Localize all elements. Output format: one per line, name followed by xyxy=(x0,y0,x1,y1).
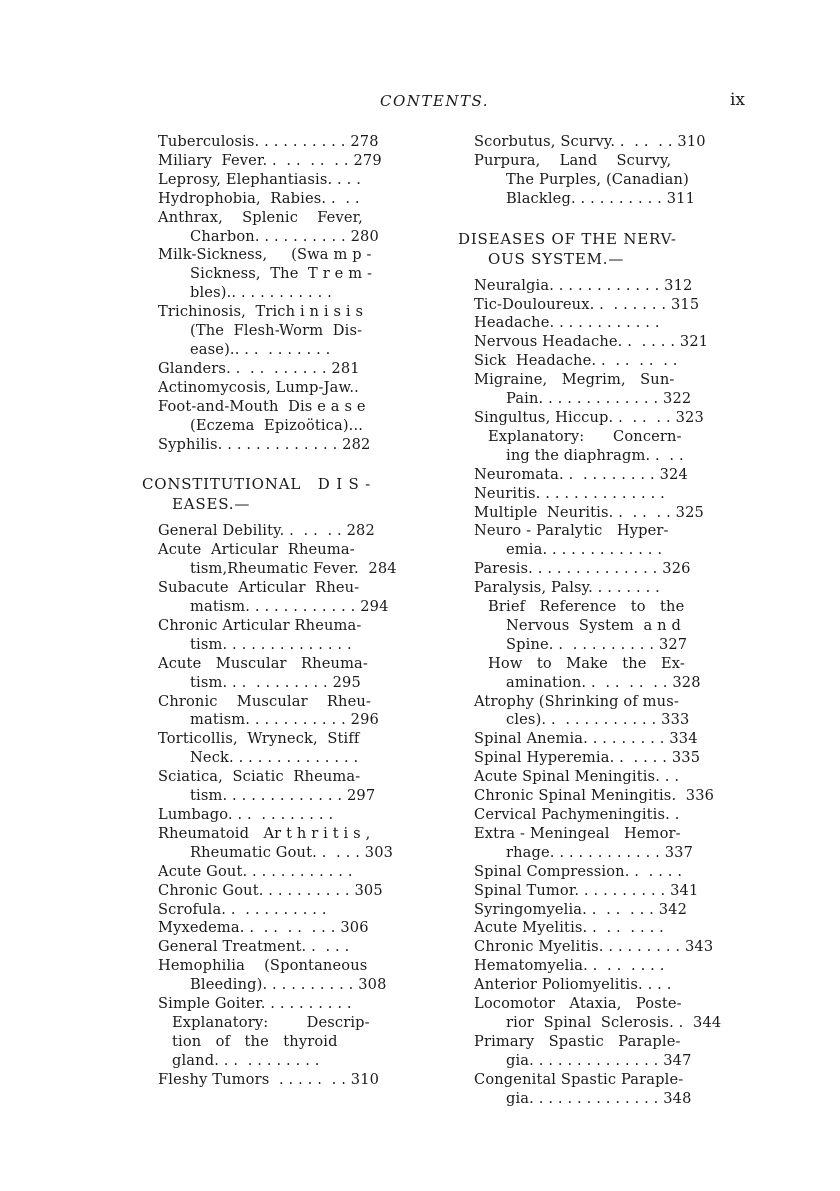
toc-entry: ing the diaphragm. . . . xyxy=(506,446,684,464)
toc-entry: bles).. . . . . . . . . . . xyxy=(190,284,332,302)
toc-entry: Chronic Articular Rheuma- xyxy=(158,616,362,634)
toc-entry: Neck. . . . . . . . . . . . . . xyxy=(190,749,359,767)
toc-entry: General Treatment. . . . . xyxy=(158,938,350,956)
toc-entry: Hemophilia (Spontaneous xyxy=(158,957,368,975)
toc-entry: Fleshy Tumors . . . . . . . 310 xyxy=(158,1070,380,1088)
toc-entry: Primary Spastic Paraple- xyxy=(474,1032,681,1050)
toc-entry: (The Flesh-Worm Dis- xyxy=(190,322,363,340)
toc-entry: Singultus, Hiccup. . . . . . 323 xyxy=(474,408,704,426)
toc-entry: General Debility. . . . . . 282 xyxy=(158,522,375,540)
contents-column-left xyxy=(142,133,432,1090)
toc-entry: Blackleg. . . . . . . . . . 311 xyxy=(506,189,696,207)
section-heading: DISEASES OF THE NERV- xyxy=(458,229,677,248)
toc-entry: matism. . . . . . . . . . . 296 xyxy=(190,711,379,729)
toc-entry: Actinomycosis, Lump-Jaw.. xyxy=(158,378,359,396)
toc-entry: Torticollis, Wryneck, Stiff xyxy=(158,730,360,748)
toc-entry: Hydrophobia, Rabies. . . . xyxy=(158,189,360,207)
toc-entry: Charbon. . . . . . . . . . 280 xyxy=(190,227,379,245)
toc-entry: Trichinosis, Trich i n i s i s xyxy=(158,303,364,321)
toc-entry: Leprosy, Elephantiasis. . . . xyxy=(158,170,362,188)
section-spacer xyxy=(142,454,432,474)
page-number: ix xyxy=(730,90,746,110)
toc-entry: Migraine, Megrim, Sun- xyxy=(474,371,675,389)
toc-entry: Nervous Headache. . . . . . 321 xyxy=(474,333,709,351)
toc-entry: Paralysis, Palsy. . . . . . . . xyxy=(474,579,660,597)
toc-entry: Chronic Spinal Meningitis. 336 xyxy=(474,787,715,805)
toc-entry: Sick Headache. . . . . . . . xyxy=(474,352,678,370)
toc-entry: gia. . . . . . . . . . . . . . 348 xyxy=(506,1089,692,1107)
toc-entry: Tuberculosis. . . . . . . . . . 278 xyxy=(158,133,379,150)
toc-entry: Spine. . . . . . . . . . . 327 xyxy=(506,635,688,653)
toc-entry: Extra - Meningeal Hemor- xyxy=(474,824,681,842)
toc-entry: Cervical Pachymeningitis. . xyxy=(474,806,680,823)
toc-entry: Acute Spinal Meningitis. . . xyxy=(474,768,680,786)
toc-entry: rior Spinal Sclerosis. . 344 xyxy=(506,1013,722,1031)
toc-entry: Chronic Muscular Rheu- xyxy=(158,692,371,710)
toc-entry: Syringomyelia. . . . . . . 342 xyxy=(474,900,688,918)
toc-entry: amination. . . . . . . . 328 xyxy=(506,673,701,691)
toc-entry: gia. . . . . . . . . . . . . . 347 xyxy=(506,1051,692,1069)
running-title: CONTENTS. xyxy=(380,92,489,110)
toc-entry: Congenital Spastic Paraple- xyxy=(474,1070,684,1088)
toc-entry: Multiple Neuritis. . . . . . 325 xyxy=(474,503,704,521)
toc-entry: Neuralgia. . . . . . . . . . . . 312 xyxy=(474,276,693,294)
toc-entry: tion of the thyroid xyxy=(172,1032,338,1050)
toc-entry: Bleeding). . . . . . . . . . 308 xyxy=(190,976,387,994)
toc-entry: tism,Rheumatic Fever. 284 xyxy=(190,560,397,578)
toc-entry: Explanatory: Concern- xyxy=(488,427,682,445)
toc-entry: Scorbutus, Scurvy. . . . . . 310 xyxy=(474,133,706,150)
toc-entry: Simple Goiter. . . . . . . . . . xyxy=(158,995,352,1013)
toc-entry: Spinal Tumor. . . . . . . . . . 341 xyxy=(474,881,699,899)
toc-entry: cles). . . . . . . . . . . . 333 xyxy=(506,711,690,729)
toc-entry: Chronic Myelitis. . . . . . . . . 343 xyxy=(474,938,714,956)
toc-entry: Lumbago. . . . . . . . . . . xyxy=(158,806,334,823)
section-heading: EASES.— xyxy=(172,495,251,514)
toc-entry: Scrofula. . . . . . . . . . . xyxy=(158,900,327,918)
toc-entry: Subacute Articular Rheu- xyxy=(158,579,360,597)
toc-entry: The Purples, (Canadian) xyxy=(506,170,689,188)
toc-entry: Anthrax, Splenic Fever, xyxy=(158,208,363,226)
toc-entry: (Eczema Epizoötica)... xyxy=(190,416,364,434)
toc-entry: ease).. . . . . . . . . . xyxy=(190,340,331,358)
section-heading: CONSTITUTIONAL D I S - xyxy=(142,475,372,494)
toc-entry: tism. . . . . . . . . . . 295 xyxy=(190,673,361,691)
toc-entry: Brief Reference to the xyxy=(488,598,685,616)
toc-entry: Miliary Fever. . . . . . . . 279 xyxy=(158,151,382,169)
toc-entry: Paresis. . . . . . . . . . . . . . 326 xyxy=(474,560,691,578)
toc-entry: Acute Gout. . . . . . . . . . . . xyxy=(158,862,353,880)
toc-entry: Neuromata. . . . . . . . . . 324 xyxy=(474,465,688,483)
toc-entry: Locomotor Ataxia, Poste- xyxy=(474,995,682,1013)
toc-entry: Acute Muscular Rheuma- xyxy=(158,654,368,672)
toc-entry: Anterior Poliomyelitis. . . . xyxy=(474,976,672,994)
toc-entry: Acute Articular Rheuma- xyxy=(158,541,355,559)
toc-entry: Glanders. . . . . . . . . . 281 xyxy=(158,359,360,377)
section-spacer xyxy=(142,514,432,522)
toc-entry: Acute Myelitis. . . . . . . . xyxy=(474,919,664,937)
toc-entry: Headache. . . . . . . . . . . . xyxy=(474,314,660,332)
section-heading: OUS SYSTEM.— xyxy=(488,249,625,268)
toc-entry: Sickness, The T r e m - xyxy=(190,265,373,283)
toc-entry: Pain. . . . . . . . . . . . . 322 xyxy=(506,390,692,408)
toc-entry: Spinal Anemia. . . . . . . . . 334 xyxy=(474,730,698,748)
contents-column-right xyxy=(458,133,754,1109)
toc-entry: tism. . . . . . . . . . . . . 297 xyxy=(190,787,376,805)
toc-entry: Rheumatoid Ar t h r i t i s , xyxy=(158,824,371,842)
toc-entry: emia. . . . . . . . . . . . . xyxy=(506,541,663,559)
section-spacer xyxy=(458,269,754,277)
toc-entry: Rheumatic Gout. . . . . 303 xyxy=(190,843,394,861)
toc-entry: Neuritis. . . . . . . . . . . . . . xyxy=(474,484,665,502)
toc-entry: Foot-and-Mouth Dis e a s e xyxy=(158,397,366,415)
section-spacer xyxy=(458,209,754,229)
toc-entry: matism. . . . . . . . . . . . 294 xyxy=(190,598,389,616)
toc-entry: Atrophy (Shrinking of mus- xyxy=(474,692,679,710)
toc-entry: Purpura, Land Scurvy, xyxy=(474,151,672,169)
toc-entry: Spinal Hyperemia. . . . . . 335 xyxy=(474,749,701,767)
toc-entry: Milk-Sickness, (Swa m p - xyxy=(158,246,372,264)
toc-entry: Tic-Douloureux. . . . . . . . 315 xyxy=(474,295,700,313)
toc-entry: Nervous System a n d xyxy=(506,616,681,634)
toc-entry: rhage. . . . . . . . . . . . 337 xyxy=(506,843,694,861)
toc-entry: Hematomyelia. . . . . . . . xyxy=(474,957,665,975)
toc-entry: Myxedema. . . . . . . . . 306 xyxy=(158,919,369,937)
toc-entry: Neuro - Paralytic Hyper- xyxy=(474,522,669,540)
toc-entry: gland. . . . . . . . . . . xyxy=(172,1051,320,1069)
toc-entry: Explanatory: Descrip- xyxy=(172,1013,370,1031)
toc-entry: tism. . . . . . . . . . . . . . xyxy=(190,635,352,653)
toc-entry: Spinal Compression. . . . . . xyxy=(474,862,683,880)
toc-entry: Chronic Gout. . . . . . . . . . 305 xyxy=(158,881,383,899)
toc-entry: How to Make the Ex- xyxy=(488,654,685,672)
toc-entry: Syphilis. . . . . . . . . . . . . 282 xyxy=(158,435,371,453)
toc-entry: Sciatica, Sciatic Rheuma- xyxy=(158,768,361,786)
